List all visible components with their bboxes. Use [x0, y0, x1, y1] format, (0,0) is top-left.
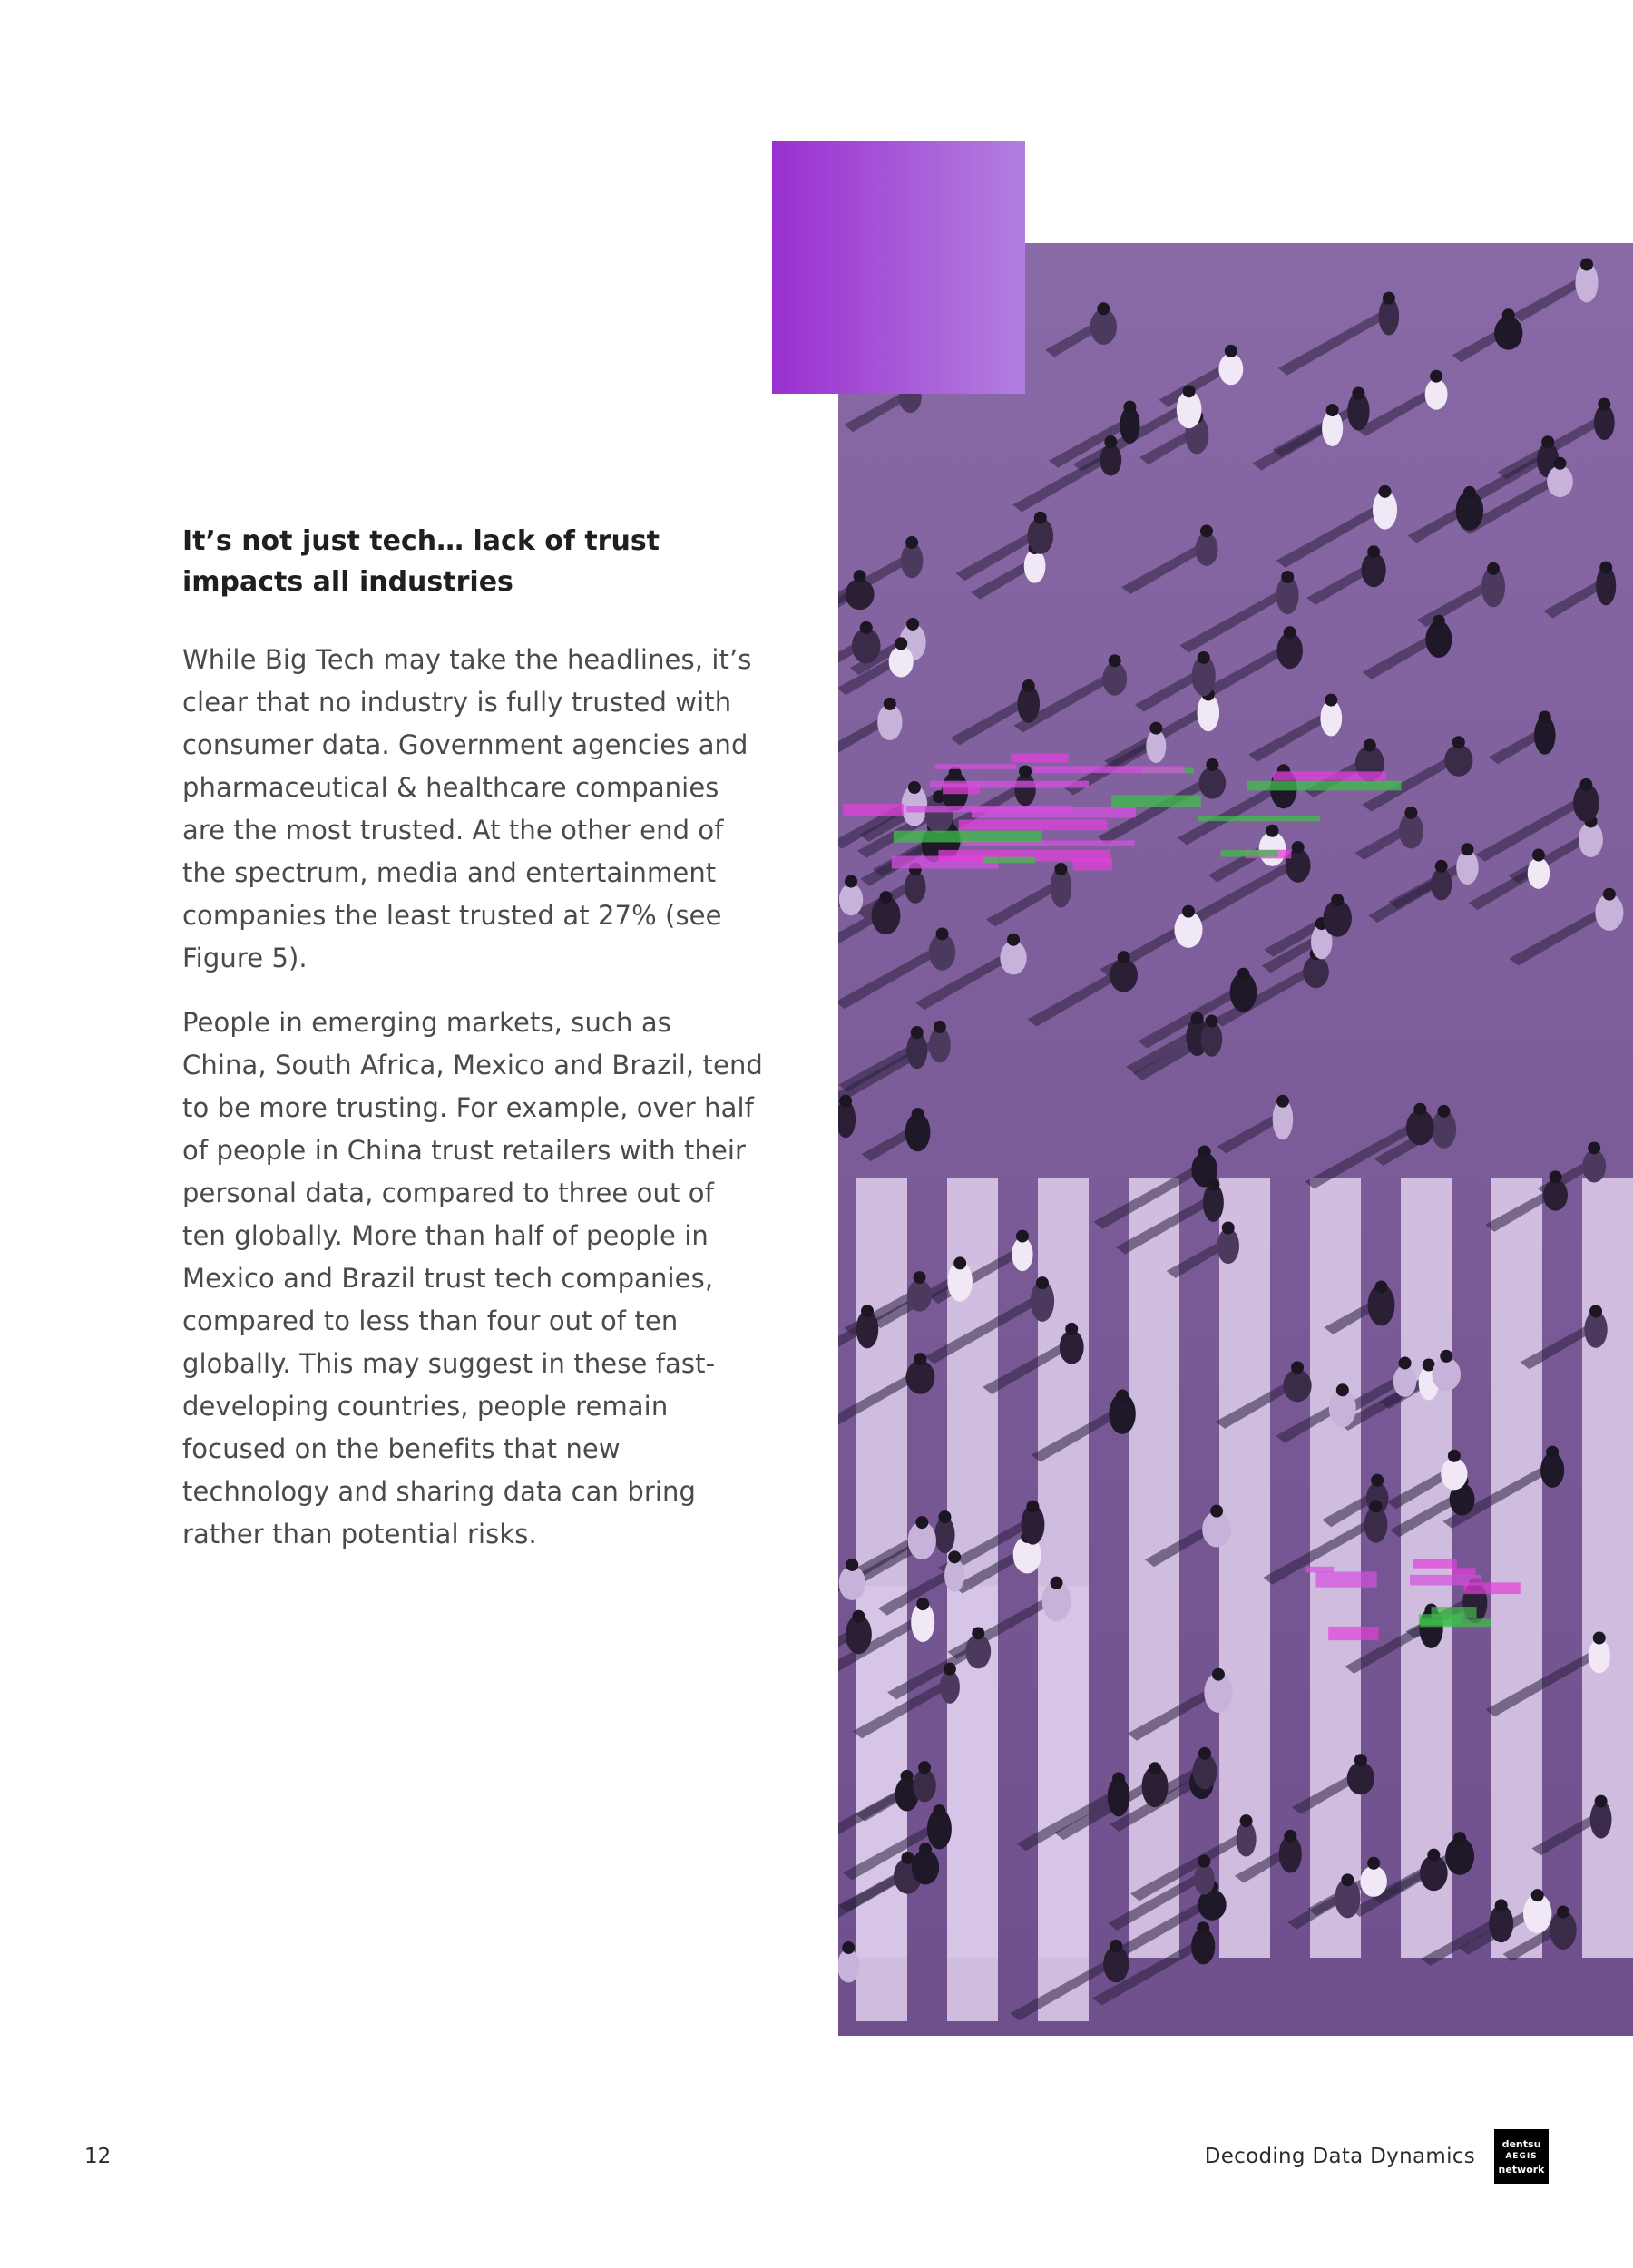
logo-line-2: AEGIS — [1505, 2151, 1538, 2161]
body-paragraph-2: People in emerging markets, such as China, South Africa, Mexico and Brazil, tend to be more trusting. For example, over half of people in China trust retailers with their personal data, compared to three out of ten globally. More than half of people in Mexico and Brazil trust tech companies, compared to less than four out of ten globally. This may suggest in these fast-developing countries, people remain focused on the benefits that new technology and sharing data can bring rather than potential risks. — [182, 1007, 763, 1549]
logo-line-1: dentsu — [1501, 2137, 1541, 2150]
logo-line-3: network — [1498, 2163, 1545, 2175]
page-number: 12 — [84, 2145, 112, 2168]
section-headline: It’s not just tech… lack of trust impacts all industries — [182, 525, 660, 598]
dentsu-aegis-logo — [1494, 2129, 1549, 2184]
article-text — [182, 521, 763, 1578]
crowd-crosswalk-photo — [838, 243, 1633, 2036]
body-paragraph-1: While Big Tech may take the headlines, it’s clear that no industry is fully trusted with consumer data. Government agencies and pharmaceutical & healthcare companies are the most trusted. At the other end of the spectrum, media and entertainment companies the least trusted at 27% (see Figure 5). — [182, 644, 752, 973]
accent-square — [772, 141, 1025, 394]
publication-title: Decoding Data Dynamics — [1204, 2145, 1475, 2168]
